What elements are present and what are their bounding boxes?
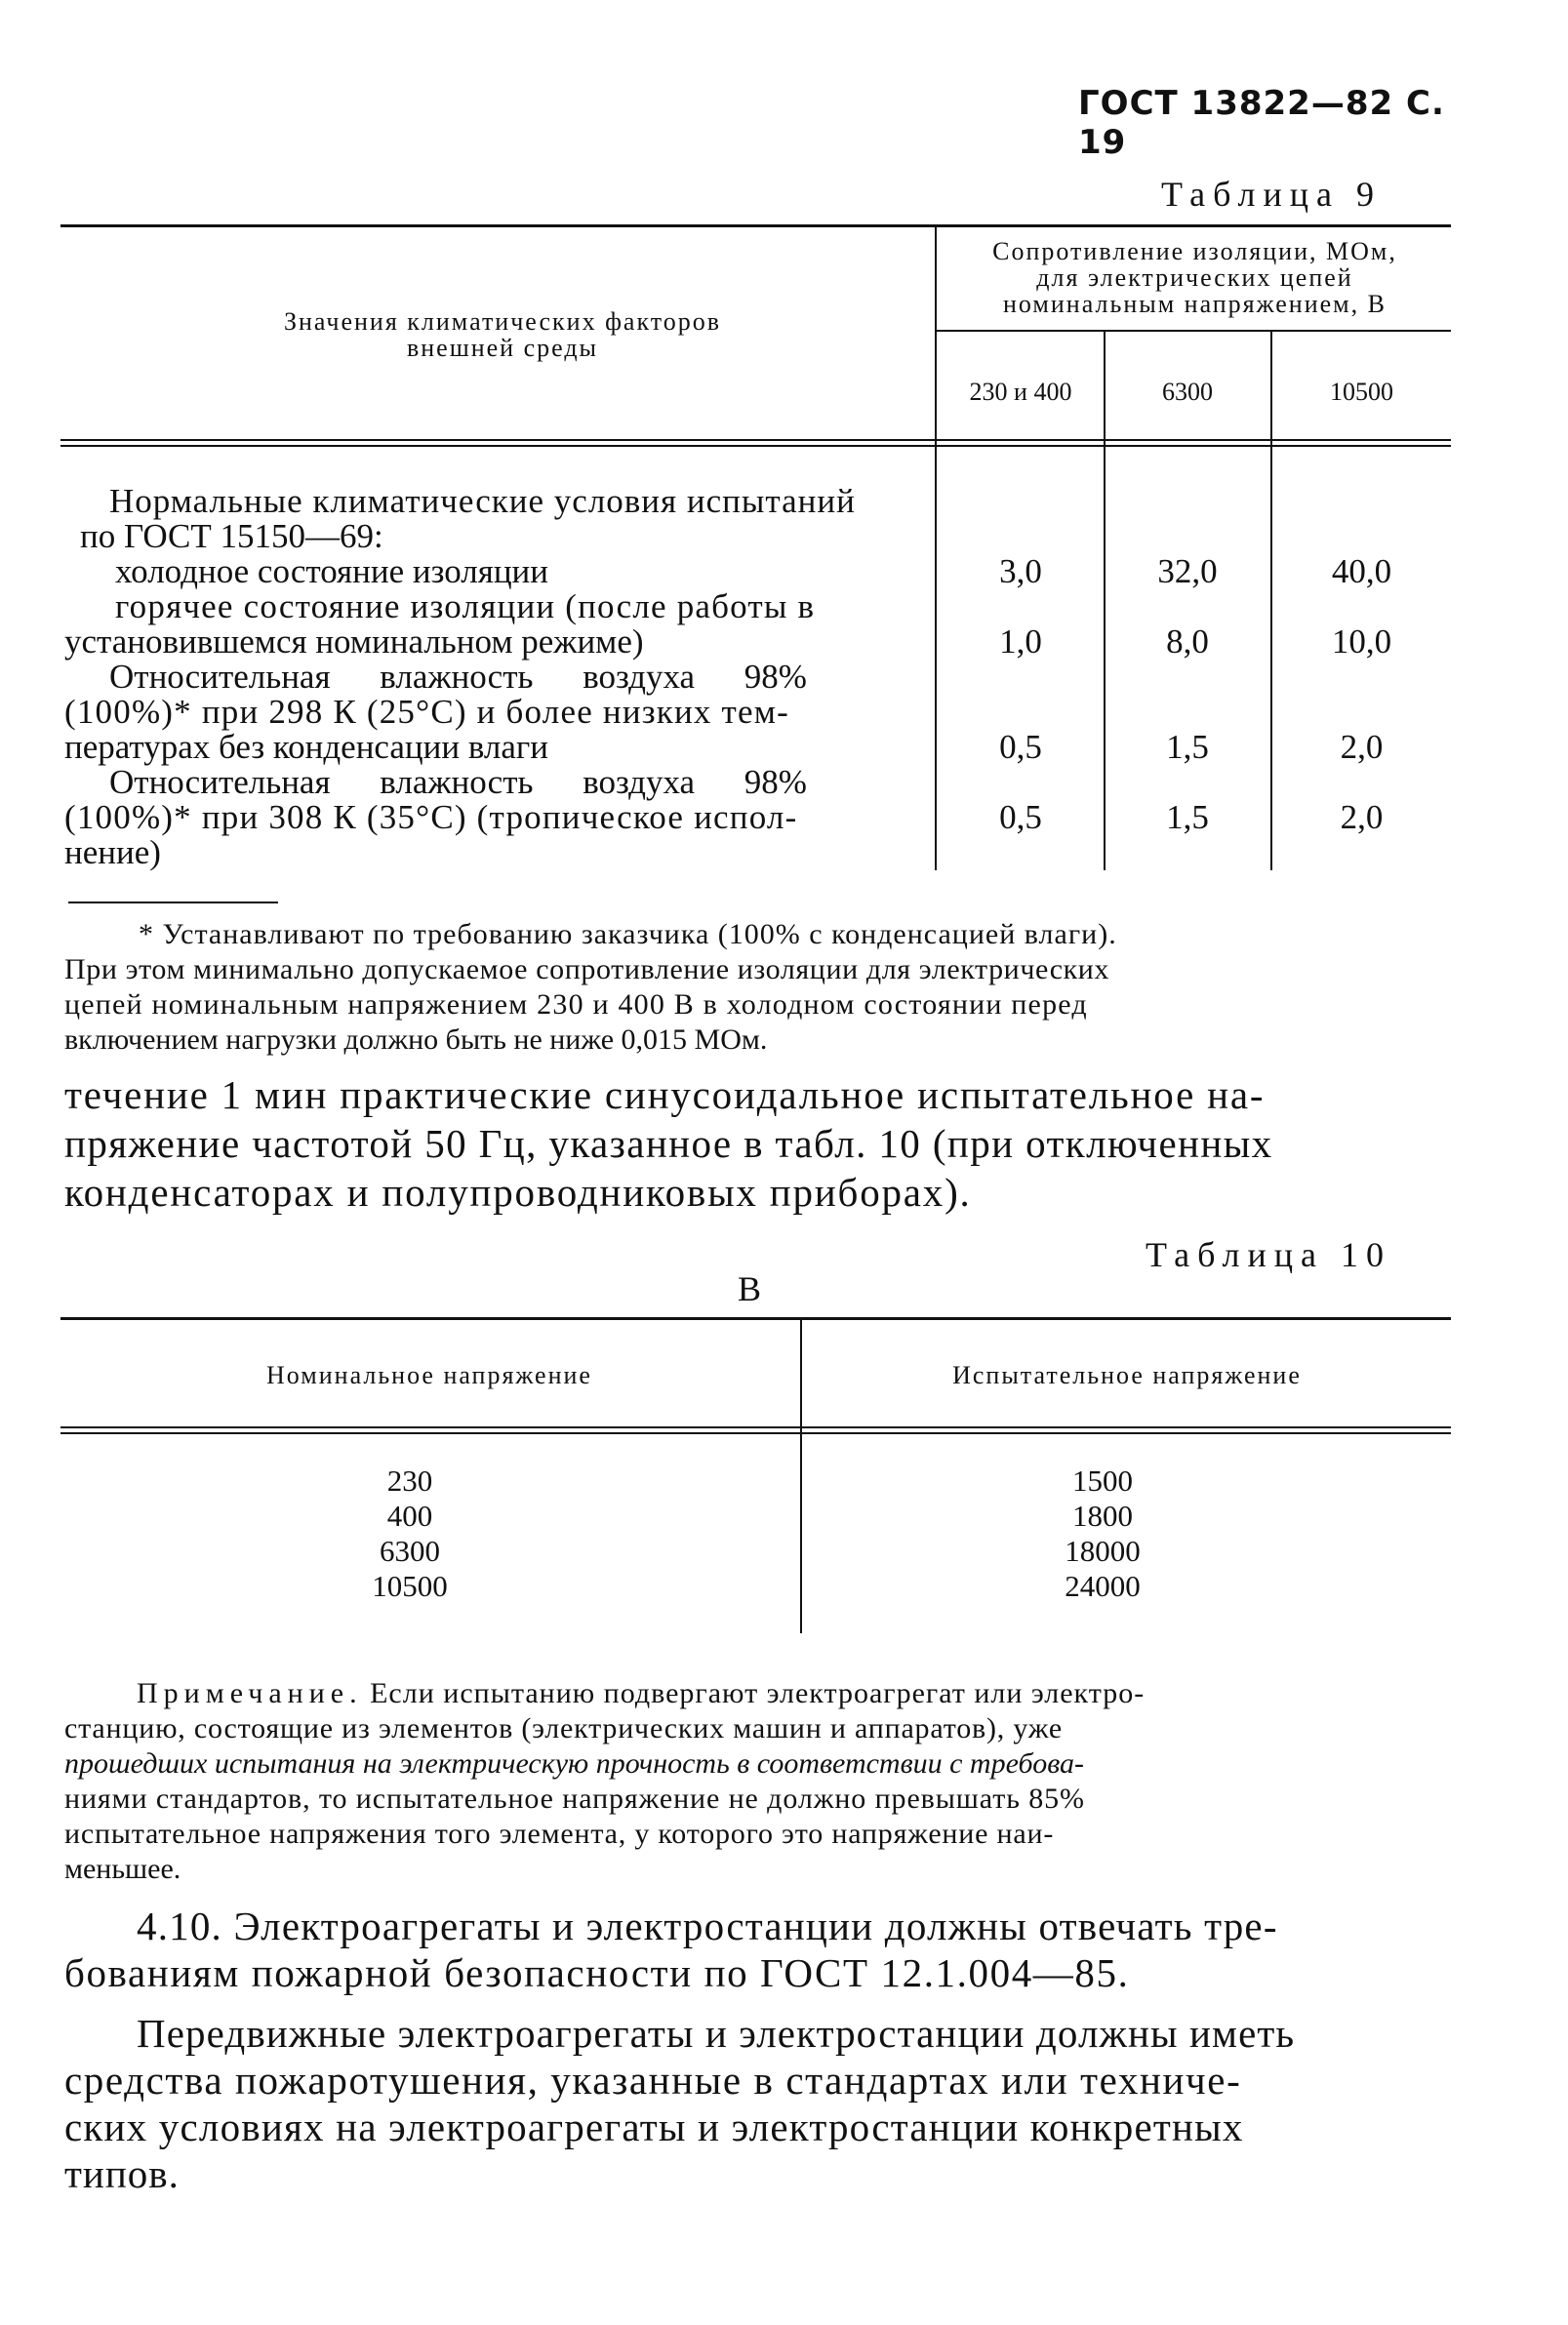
- section-4-10-line: 4.10. Электроагрегаты и электростанции должны отвечать тре-: [137, 1904, 1278, 1948]
- body-paragraph-line: конденсаторах и полупроводниковых приборах).: [64, 1170, 972, 1215]
- table9-row-text: холодное состояние изоляции: [115, 552, 549, 590]
- table9-subcol-6300: 6300: [1162, 378, 1213, 406]
- table10-test-value: 18000: [1065, 1534, 1141, 1568]
- footnote-line: * Устанавливают по требованию заказчика (100% с конденсацией влаги).: [139, 918, 1117, 950]
- table10-test-header: Испытательное напряжение: [952, 1361, 1302, 1389]
- table10-nominal-value: 400: [386, 1499, 433, 1533]
- table9-row-text: горячее состояние изоляции (после работы в: [115, 587, 816, 625]
- table9-resistance-header-2: для электрических цепей: [1036, 263, 1353, 292]
- note-line: испытательное напряжения того элемента, у которого это напряжение наи-: [64, 1818, 1055, 1850]
- last-paragraph-line: типов.: [64, 2151, 180, 2196]
- note-text: прошедших испытания на электрическую прочность в соответствии с требова-: [64, 1747, 1085, 1780]
- footnote-line: цепей номинальным напряжением 230 и 400 В в холодном состоянии перед: [64, 988, 1088, 1021]
- table9-top-rule: [60, 224, 1451, 227]
- table9-col-divider-2: [1104, 332, 1106, 870]
- table9-row-text: (100%)* при 298 К (25°С) и более низких тем-: [64, 693, 789, 731]
- footnote-line: При этом минимально допускаемое сопротивление изоляции для электрических: [64, 953, 1110, 985]
- note-line: станцию, состоящие из элементов (электрических машин и аппаратов), уже: [64, 1712, 1064, 1744]
- table9-value: 10,0: [1331, 622, 1392, 661]
- note-line: [64, 1746, 1084, 1782]
- table9-subcol-230-400: 230 и 400: [969, 378, 1072, 406]
- table9-row-text: нение): [64, 833, 161, 871]
- table10-unit: В: [738, 1269, 762, 1308]
- table10-header-rule-a: [60, 1426, 1451, 1428]
- table9-value: 3,0: [999, 552, 1042, 590]
- table10-top-rule: [60, 1317, 1451, 1320]
- table9-factors-header-1: Значения климатических факторов: [283, 307, 722, 336]
- table9-row-text: по ГОСТ 15150—69:: [80, 517, 383, 555]
- last-paragraph-line: Передвижные электроагрегаты и электростанции должны иметь: [137, 2011, 1296, 2056]
- section-4-10-line: бованиям пожарной безопасности по ГОСТ 12.1.004—85.: [64, 1950, 1130, 1995]
- table9-factors-header-2: внешней среды: [406, 334, 599, 362]
- table9-value: 0,5: [999, 728, 1042, 766]
- table9-resistance-header-3: номинальным напряжением, В: [1003, 290, 1387, 318]
- table9-col-divider: [935, 226, 937, 870]
- table9-resistance-header-1: Сопротивление изоляции, МОм,: [992, 237, 1397, 265]
- table10-test-value: 1800: [1072, 1499, 1133, 1533]
- footnote-rule: [68, 902, 278, 903]
- table10-col-divider: [800, 1319, 802, 1633]
- table10-nominal-value: 230: [386, 1463, 433, 1498]
- table9-subheader-rule: [935, 330, 1451, 332]
- table10-nominal-header: Номинальное напряжение: [266, 1361, 592, 1389]
- table9-row-text: пературах без конденсации влаги: [64, 728, 549, 766]
- table9-caption: Таблица 9: [1161, 175, 1382, 214]
- table9-row-text: Нормальные климатические условия испытаний: [109, 482, 856, 520]
- table10-nominal-value: 6300: [380, 1534, 440, 1568]
- table9-row-text: (100%)* при 308 К (35°С) (тропическое испол-: [64, 798, 798, 836]
- last-paragraph-line: средства пожаротушения, указанные в стандартах или техниче-: [64, 2058, 1242, 2103]
- table9-row-text: Относительная влажность воздуха 98%: [109, 763, 807, 801]
- footnote-line: включением нагрузки должно быть не ниже 0,015 МОм.: [64, 1023, 768, 1056]
- table9-value: 2,0: [1340, 798, 1384, 836]
- note-label: Примечание.: [137, 1677, 363, 1709]
- table9-row-text: установившемся номинальном режиме): [64, 622, 644, 661]
- table9-value: 40,0: [1331, 552, 1392, 590]
- table9-value: 1,5: [1166, 798, 1209, 836]
- page-header: ГОСТ 13822—82 С. 19: [1078, 84, 1445, 162]
- table10-test-value: 1500: [1072, 1463, 1133, 1498]
- table9-value: 0,5: [999, 798, 1042, 836]
- table9-value: 2,0: [1340, 728, 1384, 766]
- table9-value: 1,0: [999, 622, 1042, 661]
- table9-value: 8,0: [1166, 622, 1209, 661]
- table9-header-rule-b: [60, 445, 1451, 447]
- table9-header-rule-a: [60, 439, 1451, 441]
- table9-col-divider-3: [1270, 332, 1272, 870]
- body-paragraph-line: течение 1 мин практические синусоидальное испытательное на-: [64, 1072, 1266, 1117]
- note-line: [137, 1676, 1145, 1711]
- table10-nominal-value: 10500: [372, 1569, 448, 1603]
- table10-caption: Таблица 10: [1146, 1235, 1391, 1274]
- table9-row-text: Относительная влажность воздуха 98%: [109, 658, 807, 696]
- table10-test-value: 24000: [1065, 1569, 1141, 1603]
- note-text: Если испытанию подвергают электроагрегат или электро-: [370, 1677, 1146, 1709]
- table9-value: 32,0: [1157, 552, 1218, 590]
- last-paragraph-line: ских условиях на электроагрегаты и электростанции конкретных: [64, 2105, 1244, 2149]
- note-line: ниями стандартов, то испытательное напряжение не должно превышать 85%: [64, 1783, 1085, 1815]
- table9-subcol-10500: 10500: [1330, 378, 1393, 406]
- table9-value: 1,5: [1166, 728, 1209, 766]
- table10-header-rule-b: [60, 1432, 1451, 1434]
- body-paragraph-line: пряжение частотой 50 Гц, указанное в табл. 10 (при отключенных: [64, 1121, 1273, 1166]
- note-line: меньшее.: [64, 1853, 181, 1885]
